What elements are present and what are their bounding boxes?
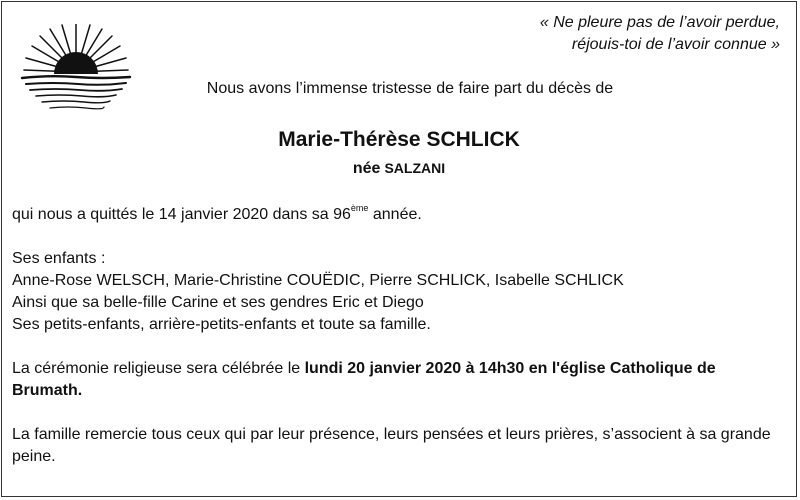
quote-line-2: réjouis-toi de l’avoir connue » xyxy=(571,36,780,53)
death-date-end: année. xyxy=(368,206,422,223)
death-date-text: qui nous a quittés le 14 janvier 2020 dans sa 96 xyxy=(12,206,351,223)
ceremony-line xyxy=(12,358,786,402)
ceremony-intro: La cérémonie religieuse sera célébrée le xyxy=(12,360,305,377)
ceremony-details: lundi 20 janvier 2020 à 14h30 en l'église Catholique de Brumath. xyxy=(12,360,716,399)
sunset-over-water-icon xyxy=(20,24,132,116)
children-heading: Ses enfants : xyxy=(12,250,106,267)
deceased-name: Marie-Thérèse SCHLICK xyxy=(278,128,520,151)
children-names: Anne-Rose WELSCH, Marie-Christine COUËDIC, Pierre SCHLICK, Isabelle SCHLICK xyxy=(12,272,624,289)
descendants-line: Ses petits-enfants, arrière-petits-enfants et toute sa famille. xyxy=(12,316,431,333)
maiden-name-line xyxy=(2,160,796,178)
nee-label: née xyxy=(352,160,381,177)
obituary-notice xyxy=(1,1,797,497)
announcement-intro: Nous avons l’immense tristesse de faire part du décès de xyxy=(206,80,614,97)
epigraph-quote xyxy=(540,12,780,56)
death-date-line xyxy=(12,204,786,226)
quote-line-1: « Ne pleure pas de l’avoir perdue, xyxy=(539,14,780,31)
maiden-name: SALZANI xyxy=(384,160,446,176)
thanks-line: La famille remercie tous ceux qui par leur présence, leurs pensées et leurs prières, s’associent à sa grande peine. xyxy=(12,426,771,465)
in-laws-line: Ainsi que sa belle-fille Carine et ses gendres Eric et Diego xyxy=(12,294,424,311)
notice-body xyxy=(12,204,786,468)
ordinal-superscript: ème xyxy=(350,203,369,213)
